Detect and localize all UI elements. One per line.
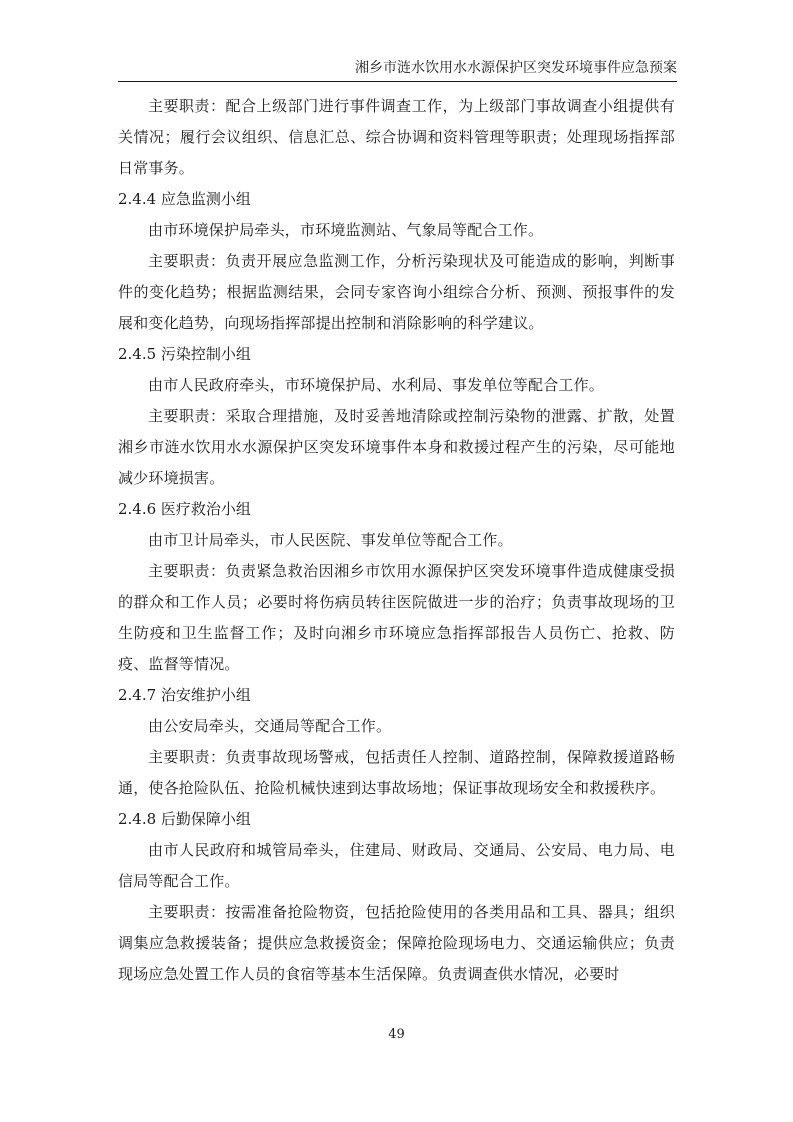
paragraph: 主要职责：按需准备抢险物资，包括抢险使用的各类用品和工具、器具；组织调集应急救援装备；提供应急救援资金；保障抢险现场电力、交通运输供应；负责现场应急处置工作人员的食宿等基本生活保障。负责调查供水情况，必要时 [118,903,675,983]
section-pollution-control [118,339,675,494]
section-continuation [118,91,675,184]
section-heading: 2.4.8 后勤保障小组 [118,810,251,828]
section-heading: 2.4.7 治安维护小组 [118,686,251,704]
section-public-security [118,680,675,804]
paragraph: 由市卫计局牵头，市人民医院、事发单位等配合工作。 [148,531,513,549]
document-body [118,91,675,990]
section-medical-treatment [118,494,675,680]
page-number: 49 [388,1027,405,1042]
section-heading: 2.4.5 污染控制小组 [118,345,251,363]
section-logistics-support [118,804,675,990]
paragraph: 由市人民政府牵头，市环境保护局、水利局、事发单位等配合工作。 [148,376,605,394]
section-emergency-monitoring [118,184,675,339]
section-heading: 2.4.4 应急监测小组 [118,190,251,208]
paragraph: 由市人民政府和城管局牵头，住建局、财政局、交通局、公安局、电力局、电信局等配合工作。 [118,841,675,890]
running-header: 湘乡市涟水饮用水水源保护区突发环境事件应急预案 [355,60,677,76]
paragraph: 主要职责：负责紧急救治因湘乡市饮用水源保护区突发环境事件造成健康受损的群众和工作人员；必要时将伤病员转往医院做进一步的治疗；负责事故现场的卫生防疫和卫生监督工作；及时向湘乡市环境应急指挥部报告人员伤亡、抢救、防疫、监督等情况。 [118,562,675,673]
paragraph: 主要职责：负责开展应急监测工作，分析污染现状及可能造成的影响，判断事件的变化趋势；根据监测结果，会同专家咨询小组综合分析、预测、预报事件的发展和变化趋势，向现场指挥部提出控制和消除影响的科学建议。 [118,252,675,332]
paragraph: 主要职责：采取合理措施，及时妥善地清除或控制污染物的泄露、扩散，处置湘乡市涟水饮用水水源保护区突发环境事件本身和救援过程产生的污染，尽可能地减少环境损害。 [118,407,675,487]
paragraph: 主要职责：负责事故现场警戒，包括责任人控制、道路控制，保障救援道路畅通，使各抢险队伍、抢险机械快速到达事故场地；保证事故现场安全和救援秩序。 [118,748,675,797]
paragraph: 由市环境保护局牵头，市环境监测站、气象局等配合工作。 [148,221,544,239]
header-divider [118,81,677,82]
paragraph: 由公安局牵头，交通局等配合工作。 [148,717,392,735]
paragraph: 主要职责：配合上级部门进行事件调查工作，为上级部门事故调查小组提供有关情况；履行会议组织、信息汇总、综合协调和资料管理等职责；处理现场指挥部日常事务。 [118,97,675,177]
section-heading: 2.4.6 医疗救治小组 [118,500,251,518]
